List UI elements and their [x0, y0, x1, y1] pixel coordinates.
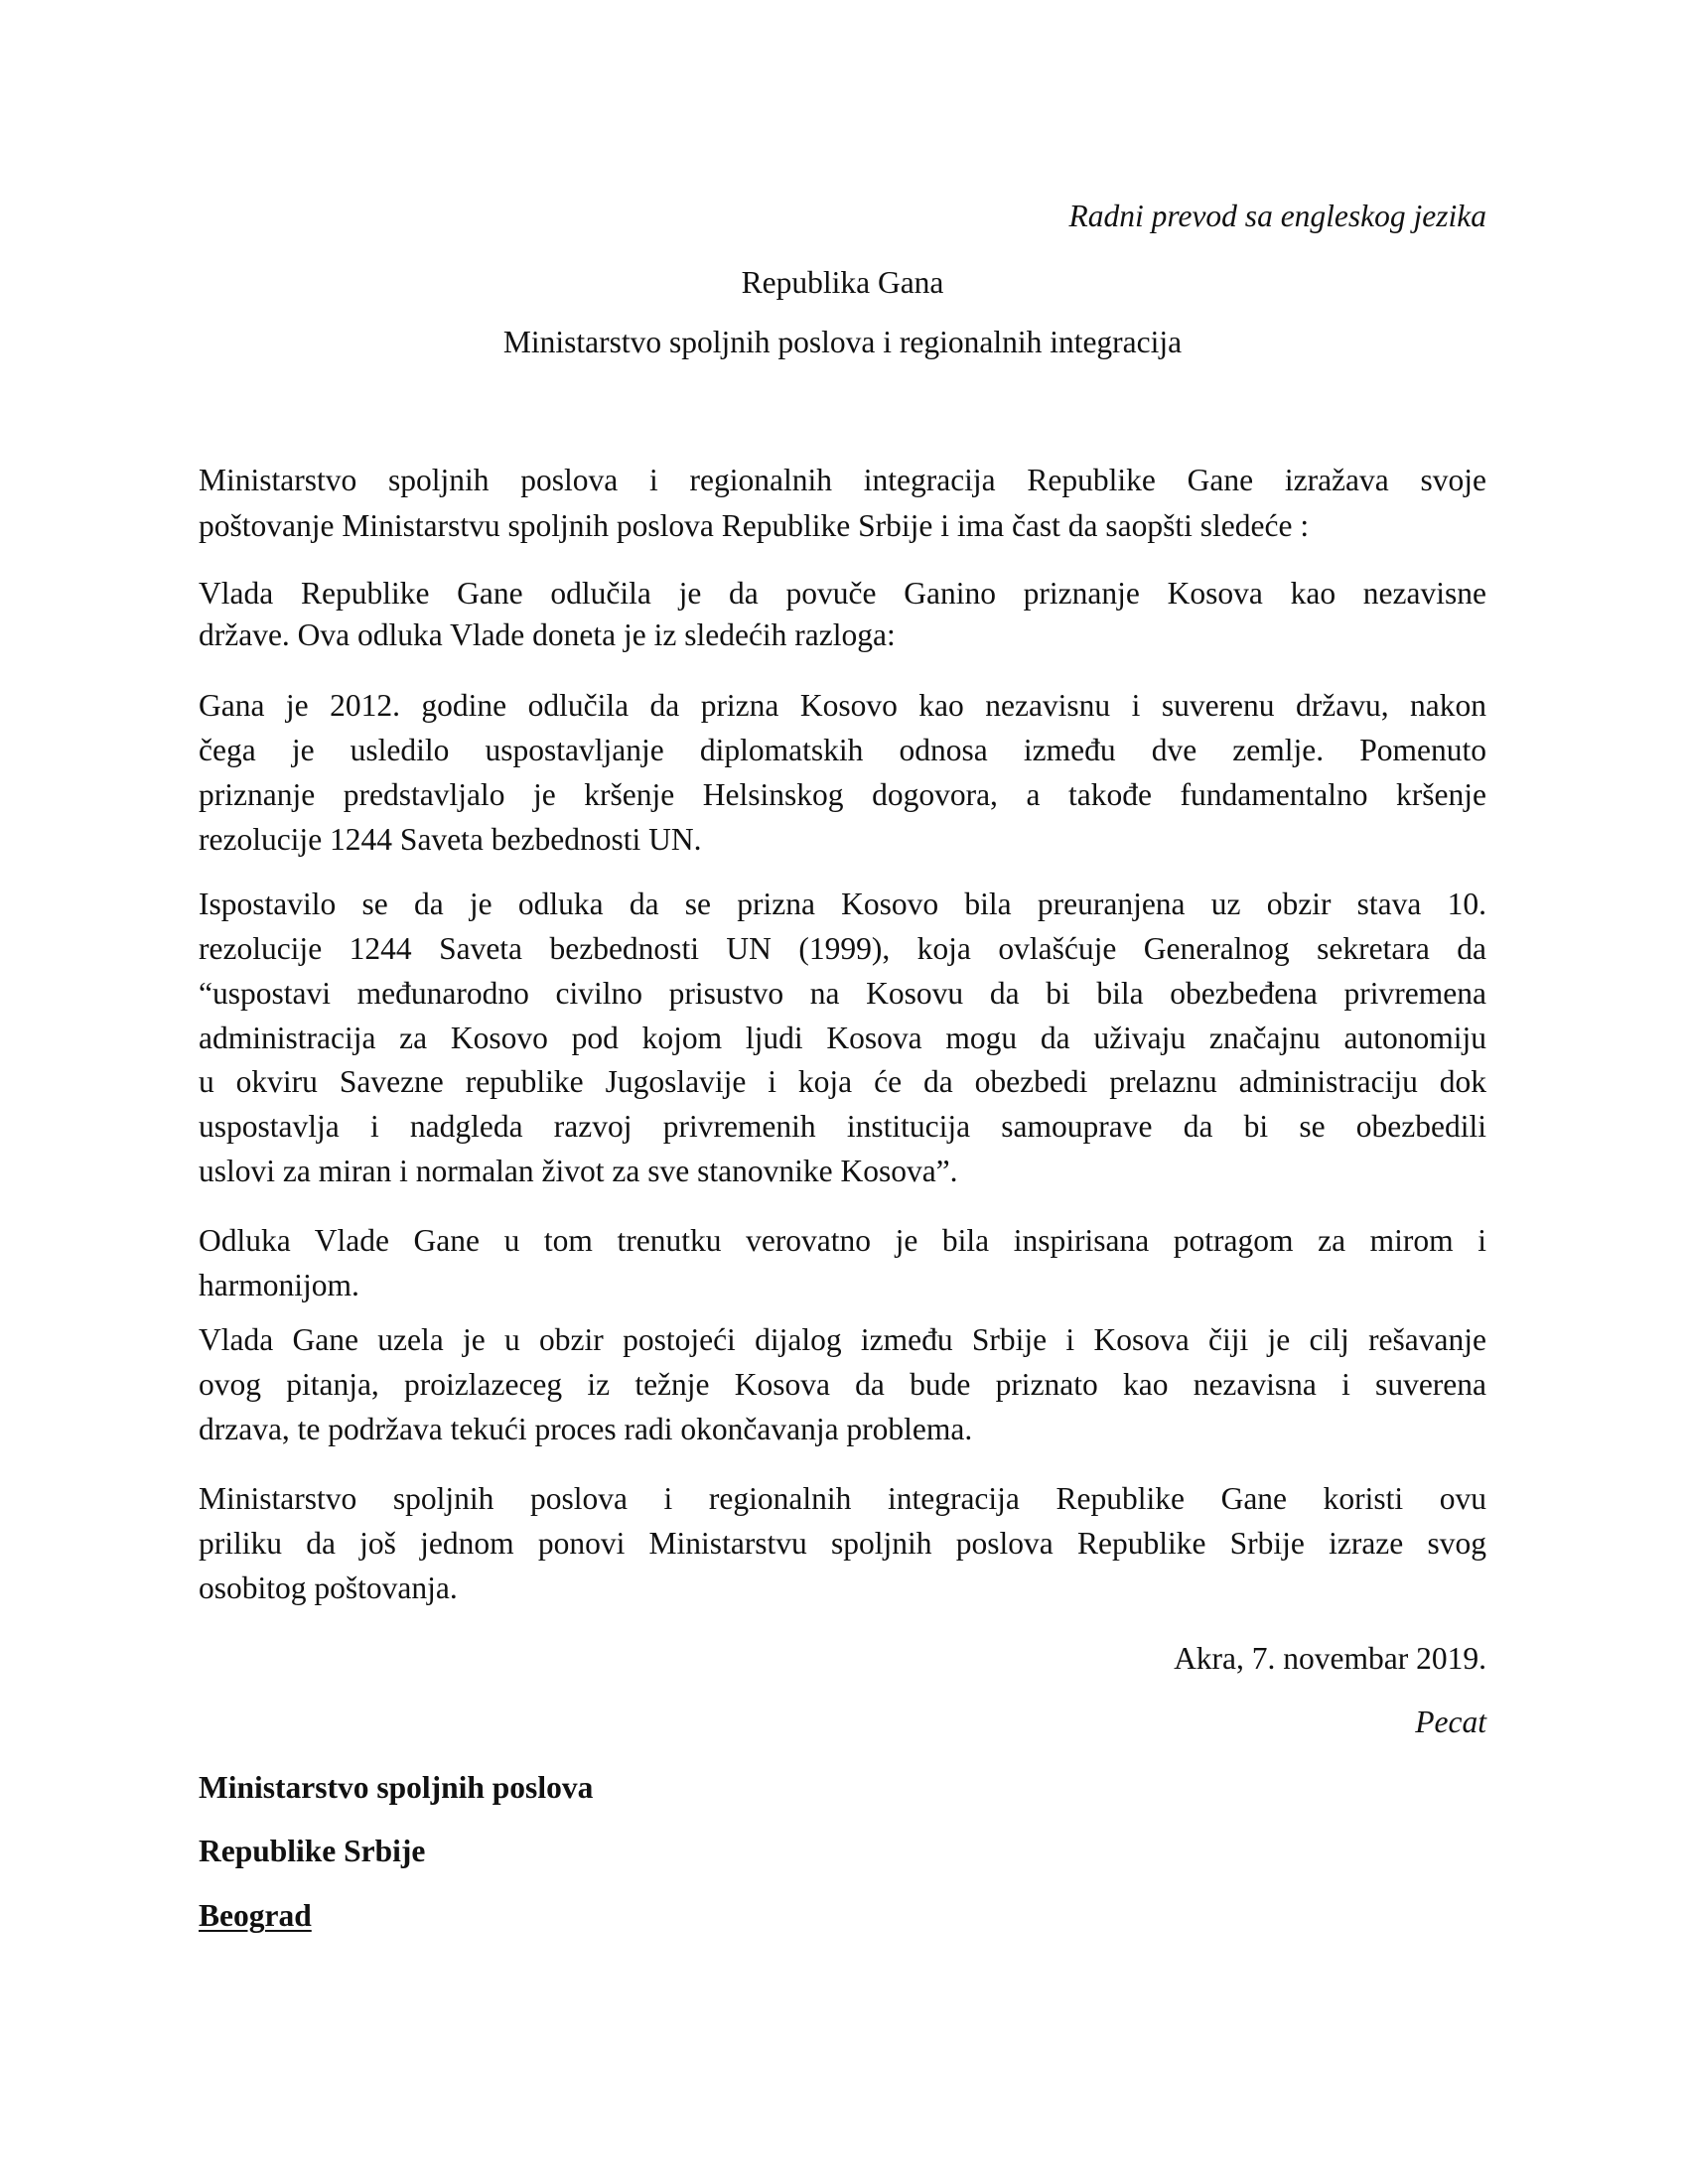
- paragraph-line: Vlada Gane uzela je u obzir postojeći dijalog između Srbije i Kosova čiji je cilj rešavanje: [199, 1322, 1486, 1357]
- paragraph-line: čega je usledilo uspostavljanje diplomatskih odnosa između dve zemlje. Pomenuto: [199, 733, 1486, 767]
- place-date: Akra, 7. novembar 2019.: [1174, 1641, 1486, 1676]
- paragraph-line: administracija za Kosovo pod kojom ljudi Kosova mogu da uživaju značajnu autonomiju: [199, 1021, 1486, 1055]
- seal-note: Pecat: [1415, 1705, 1486, 1739]
- addressee-city: Beograd: [199, 1898, 312, 1933]
- paragraph-line: priznanje predstavljalo je kršenje Helsinskog dogovora, a takođe fundamentalno kršenje: [199, 777, 1486, 812]
- paragraph-line: priliku da još jednom ponovi Ministarstvu spoljnih poslova Republike Srbije izraze svog: [199, 1526, 1486, 1561]
- paragraph-line: osobitog poštovanja.: [199, 1570, 458, 1605]
- paragraph-line: ovog pitanja, proizlazeceg iz težnje Kosova da bude priznato kao nezavisna i suverena: [199, 1367, 1486, 1402]
- paragraph-line: rezolucije 1244 Saveta bezbednosti UN (1999), koja ovlašćuje Generalnog sekretara da: [199, 931, 1486, 966]
- paragraph-line: države. Ova odluka Vlade doneta je iz sledećih razloga:: [199, 617, 896, 652]
- paragraph-line: “uspostavi međunarodno civilno prisustvo na Kosovu da bi bila obezbeđena privremena: [199, 976, 1486, 1011]
- paragraph-line: poštovanje Ministarstvu spoljnih poslova Republike Srbije i ima čast da saopšti sledeće :: [199, 508, 1310, 543]
- paragraph-line: Ispostavilo se da je odluka da se prizna Kosovo bila preuranjena uz obzir stava 10.: [199, 887, 1486, 921]
- paragraph-line: Gana je 2012. godine odlučila da prizna Kosovo kao nezavisnu i suverenu državu, nakon: [199, 688, 1486, 723]
- paragraph-line: uspostavlja i nadgleda razvoj privremenih institucija samouprave da bi se obezbedili: [199, 1109, 1486, 1144]
- paragraph-line: rezolucije 1244 Saveta bezbednosti UN.: [199, 822, 702, 857]
- addressee-ministry: Ministarstvo spoljnih poslova: [199, 1770, 594, 1805]
- paragraph-line: uslovi za miran i normalan život za sve stanovnike Kosova”.: [199, 1154, 958, 1188]
- paragraph-line: Ministarstvo spoljnih poslova i regionalnih integracija Republike Gane izražava svoje: [199, 463, 1486, 497]
- paragraph-line: Odluka Vlade Gane u tom trenutku verovatno je bila inspirisana potragom za mirom i: [199, 1223, 1486, 1258]
- paragraph-line: Vlada Republike Gane odlučila je da povuče Ganino priznanje Kosova kao nezavisne: [199, 576, 1486, 611]
- paragraph-line: Ministarstvo spoljnih poslova i regionalnih integracija Republike Gane koristi ovu: [199, 1481, 1486, 1516]
- header-country: Republika Gana: [741, 265, 944, 300]
- translation-note: Radni prevod sa engleskog jezika: [1068, 199, 1486, 233]
- paragraph-line: u okviru Savezne republike Jugoslavije i koja će da obezbedi prelaznu administraciju dok: [199, 1064, 1486, 1099]
- header-ministry: Ministarstvo spoljnih poslova i regionalnih integracija: [502, 325, 1183, 359]
- paragraph-line: drzava, te podržava tekući proces radi okončavanja problema.: [199, 1412, 973, 1446]
- addressee-country: Republike Srbije: [199, 1834, 426, 1868]
- paragraph-line: harmonijom.: [199, 1268, 359, 1302]
